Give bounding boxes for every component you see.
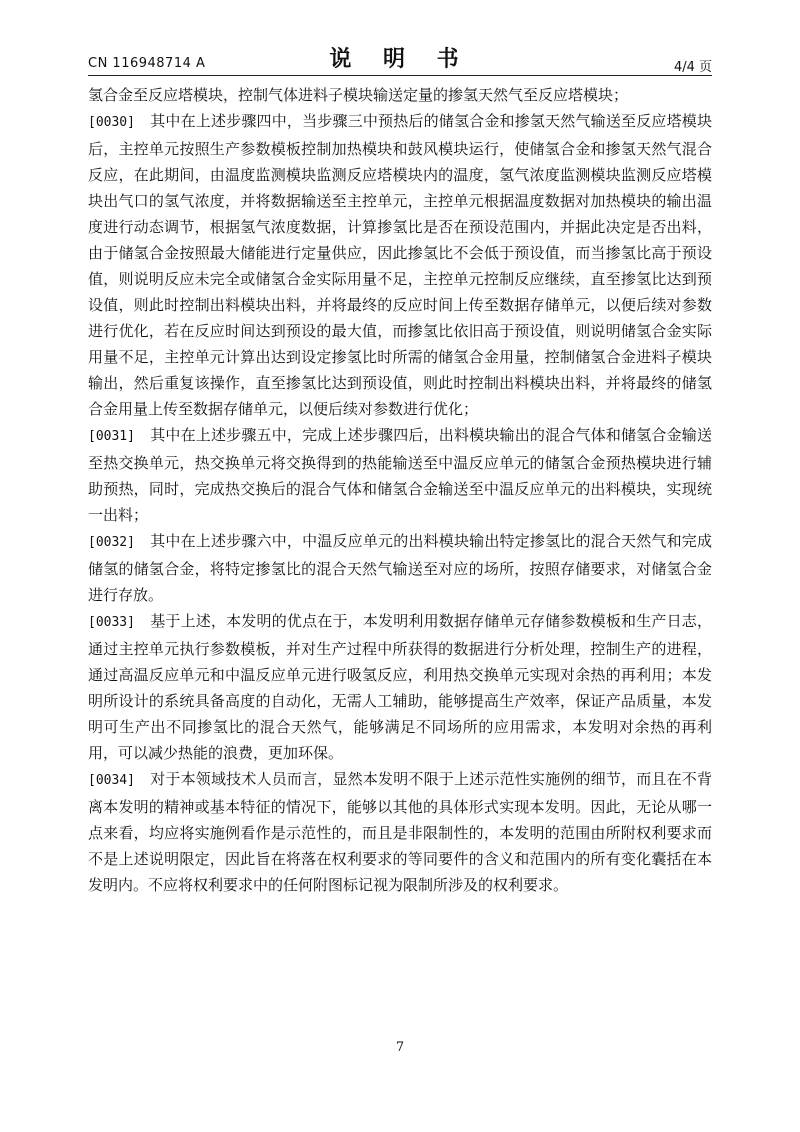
paragraph-number: [0031] [88, 429, 135, 444]
header-divider [88, 75, 712, 76]
paragraph-text: 其中在上述步骤四中，当步骤三中预热后的储氢合金和掺氢天然气输送至反应塔模块后，主控单元按照生产参数模板控制加热模块和鼓风模块运行，使储氢合金和掺氢天然气混合反应，在此期间，由温度监测模块监测反应塔模块内的温度，氢气浓度监测模块监测反应塔模块出气口的氢气浓度，并将数据输送至主控单元，主控单元根据温度数据对加热模块的输出温度进行动态调节，根据氢气浓度数据，计算掺氢比是否在预设范围内，并据此决定是否出料，由于储氢合金按照最大储能进行定量供应，因此掺氢比不会低于预设值，而当掺氢比高于预设值，则说明反应未完全或储氢合金实际用量不足，主控单元控制反应继续，直至掺氢比达到预设值，则此时控制出料模块出料，并将最终的反应时间上传至数据存储单元，以便后续对参数进行优化，若在反应时间达到预设的最大值，而掺氢比依旧高于预设值，则说明储氢合金实际用量不足，主控单元计算出达到设定掺氢比时所需的储氢合金用量，控制储氢合金进料子模块输出，然后重复该操作，直至掺氢比达到预设值，则此时控制出料模块出料，并将最终的储氢合金用量上传至数据存储单元，以便后续对参数进行优化； [88, 112, 712, 418]
page-header [88, 38, 712, 74]
document-title: 说 明 书 [329, 47, 471, 72]
paragraph-0032 [88, 528, 712, 608]
page-number: 7 [395, 1040, 405, 1055]
paragraph-text: 基于上述，本发明的优点在于，本发明利用数据存储单元存储参数模板和生产日志，通过主控单元执行参数模板，并对生产过程中所获得的数据进行分析处理，控制生产的进程，通过高温反应单元和中温反应单元进行吸氢反应，利用热交换单元实现对余热的再利用；本发明所设计的系统具备高度的自动化，无需人工辅助，能够提高生产效率，保证产品质量，本发明可生产出不同掺氢比的混合天然气，能够满足不同场所的应用需求，本发明对余热的再利用，可以减少热能的浪费，更加环保。 [88, 612, 712, 762]
paragraph-number: [0034] [88, 773, 135, 788]
paragraph-0033 [88, 608, 712, 766]
paragraph-number: [0032] [88, 535, 135, 550]
paragraph-text: 其中在上述步骤六中，中温反应单元的出料模块输出特定掺氢比的混合天然气和完成储氢的储氢合金，将特定掺氢比的混合天然气输送至对应的场所，按照存储要求，对储氢合金进行存放。 [88, 532, 712, 604]
continuation-paragraph: 氢合金至反应塔模块，控制气体进料子模块输送定量的掺氢天然气至反应塔模块； [88, 86, 629, 104]
document-body [88, 82, 712, 898]
paragraph-0030 [88, 108, 712, 422]
paragraph-text: 对于本领域技术人员而言，显然本发明不限于上述示范性实施例的细节，而且在不背离本发明的精神或基本特征的情况下，能够以其他的具体形式实现本发明。因此，无论从哪一点来看，均应将实施例看作是示范性的，而且是非限制性的，本发明的范围由所附权利要求而不是上述说明限定，因此旨在将落在权利要求的等同要件的含义和范围内的所有变化囊括在本发明内。不应将权利要求中的任何附图标记视为限制所涉及的权利要求。 [88, 770, 712, 894]
paragraph-text: 其中在上述步骤五中，完成上述步骤四后，出料模块输出的混合气体和储氢合金输送至热交换单元，热交换单元将交换得到的热能输送至中温反应单元的储氢合金预热模块进行辅助预热，同时，完成热交换后的混合气体和储氢合金输送至中温反应单元的出料模块，实现统一出料； [88, 426, 712, 524]
paragraph-0034 [88, 766, 712, 898]
paragraph-0031 [88, 422, 712, 528]
page-count: 4/4 页 [673, 60, 712, 75]
document-id: CN 116948714 A [88, 56, 206, 71]
paragraph-number: [0033] [88, 615, 135, 630]
paragraph-number: [0030] [88, 115, 135, 130]
